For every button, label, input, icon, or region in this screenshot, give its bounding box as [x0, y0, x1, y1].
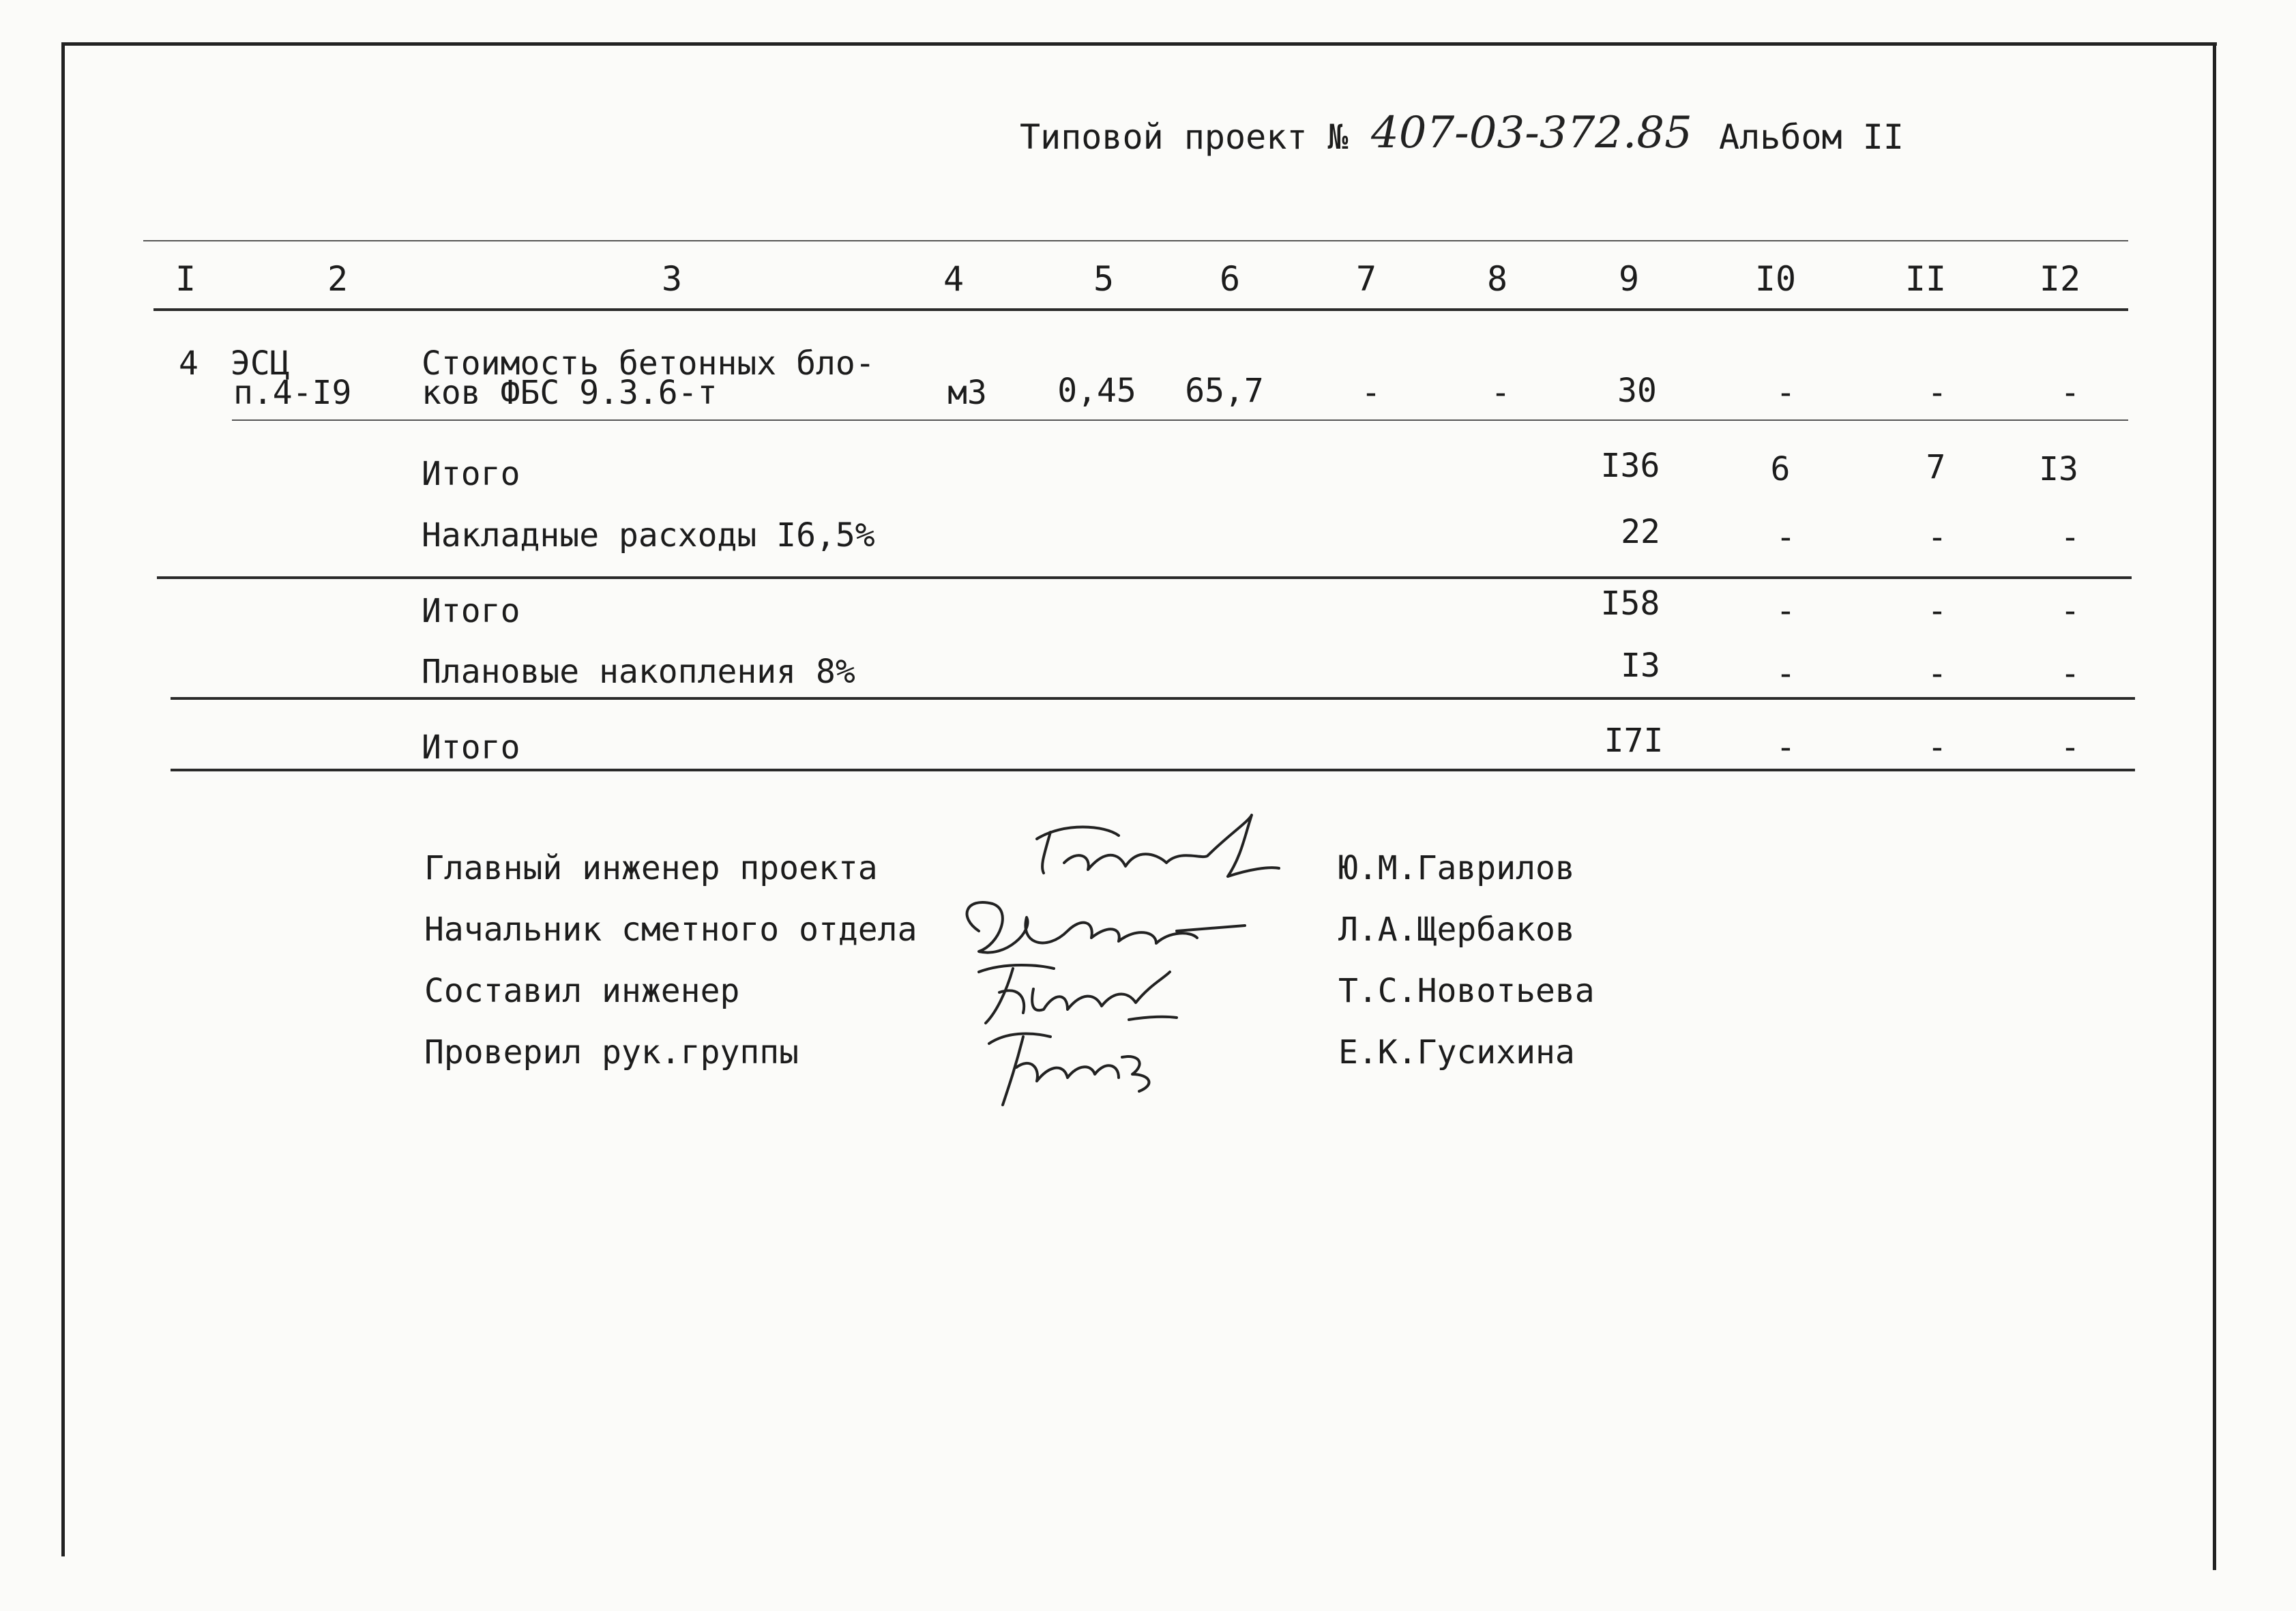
summary-col10: -: [1776, 592, 1796, 630]
row-separator: [232, 419, 2128, 421]
summary-col11: 7: [1926, 448, 1946, 486]
row-col12: -: [2060, 374, 2080, 412]
column-number: 2: [327, 259, 349, 299]
summary-col12: -: [2060, 518, 2080, 557]
album-label: Альбом II: [1719, 117, 1904, 157]
signatory-name: Е.К.Гусихина: [1338, 1033, 1575, 1071]
handwritten-signature: [975, 1016, 1166, 1114]
column-number: I0: [1754, 259, 1797, 299]
row-code-line1: ЭСЦ: [231, 344, 290, 383]
row-description-line1: Стоимость бетонных бло-: [422, 344, 875, 383]
frame-top-border: [61, 42, 2217, 46]
signature-role: Составил инженер: [424, 972, 740, 1010]
summary-label: Итого: [422, 592, 520, 630]
project-label: Типовой проект №: [1020, 117, 1349, 157]
column-number: I2: [2039, 259, 2081, 299]
summary-col9: I7I: [1604, 722, 1664, 760]
summary-col9: I36: [1600, 447, 1660, 485]
table-top-rule: [143, 240, 2128, 241]
handwritten-signature: [1023, 808, 1282, 893]
row-number: 4: [179, 344, 198, 383]
summary-col12: -: [2060, 655, 2080, 693]
row-separator: [157, 576, 2132, 579]
row-col8: -: [1490, 374, 1511, 412]
column-number: 5: [1093, 259, 1115, 299]
signatory-name: Л.А.Щербаков: [1338, 911, 1575, 949]
summary-col10: -: [1776, 655, 1796, 693]
summary-col12: I3: [2039, 450, 2078, 488]
row-col11: -: [1927, 374, 1947, 412]
column-number: 8: [1486, 259, 1508, 299]
row-unit: м3: [947, 374, 987, 412]
summary-col9: I58: [1600, 585, 1660, 623]
column-number: 4: [943, 259, 965, 299]
summary-label: Плановые накопления 8%: [422, 653, 855, 691]
table-bottom-rule: [171, 769, 2135, 771]
row-col10: -: [1776, 374, 1796, 412]
frame-left-border: [61, 42, 65, 1556]
frame-right-border: [2213, 42, 2216, 1570]
summary-col11: -: [1927, 518, 1947, 557]
summary-col10: -: [1776, 518, 1796, 557]
row-unit-price: 65,7: [1185, 372, 1264, 410]
summary-label: Накладные расходы I6,5%: [422, 516, 875, 555]
column-number: 9: [1618, 259, 1640, 299]
row-code-line2: п.4-I9: [233, 374, 352, 412]
summary-col9: I3: [1621, 647, 1660, 685]
row-description-line2: ков ФБС 9.3.6-т: [422, 374, 718, 412]
row-col9: 30: [1617, 372, 1657, 410]
summary-label: Итого: [422, 455, 520, 493]
header-bottom-rule: [153, 308, 2128, 311]
column-number: II: [1904, 259, 1947, 299]
signature-role: Начальник сметного отдела: [424, 911, 917, 949]
column-number: 6: [1219, 259, 1241, 299]
summary-col10: 6: [1770, 450, 1791, 488]
row-col7: -: [1361, 374, 1381, 412]
summary-label: Итого: [422, 728, 520, 767]
summary-col12: -: [2060, 592, 2080, 630]
signatory-name: Ю.М.Гаврилов: [1338, 849, 1575, 887]
column-number: 3: [661, 259, 683, 299]
summary-col12: -: [2060, 728, 2080, 767]
row-quantity: 0,45: [1057, 372, 1136, 410]
summary-col9: 22: [1621, 513, 1660, 551]
signature-role: Главный инженер проекта: [424, 849, 878, 887]
project-number: 407-03-372.85: [1371, 108, 1692, 158]
summary-col11: -: [1927, 592, 1947, 630]
signatory-name: Т.С.Новотьева: [1338, 972, 1595, 1010]
column-number: I: [175, 259, 196, 299]
row-separator: [171, 697, 2135, 700]
column-number: 7: [1355, 259, 1377, 299]
summary-col10: -: [1776, 728, 1796, 767]
summary-col11: -: [1927, 728, 1947, 767]
signature-role: Проверил рук.группы: [424, 1033, 799, 1071]
summary-col11: -: [1927, 655, 1947, 693]
